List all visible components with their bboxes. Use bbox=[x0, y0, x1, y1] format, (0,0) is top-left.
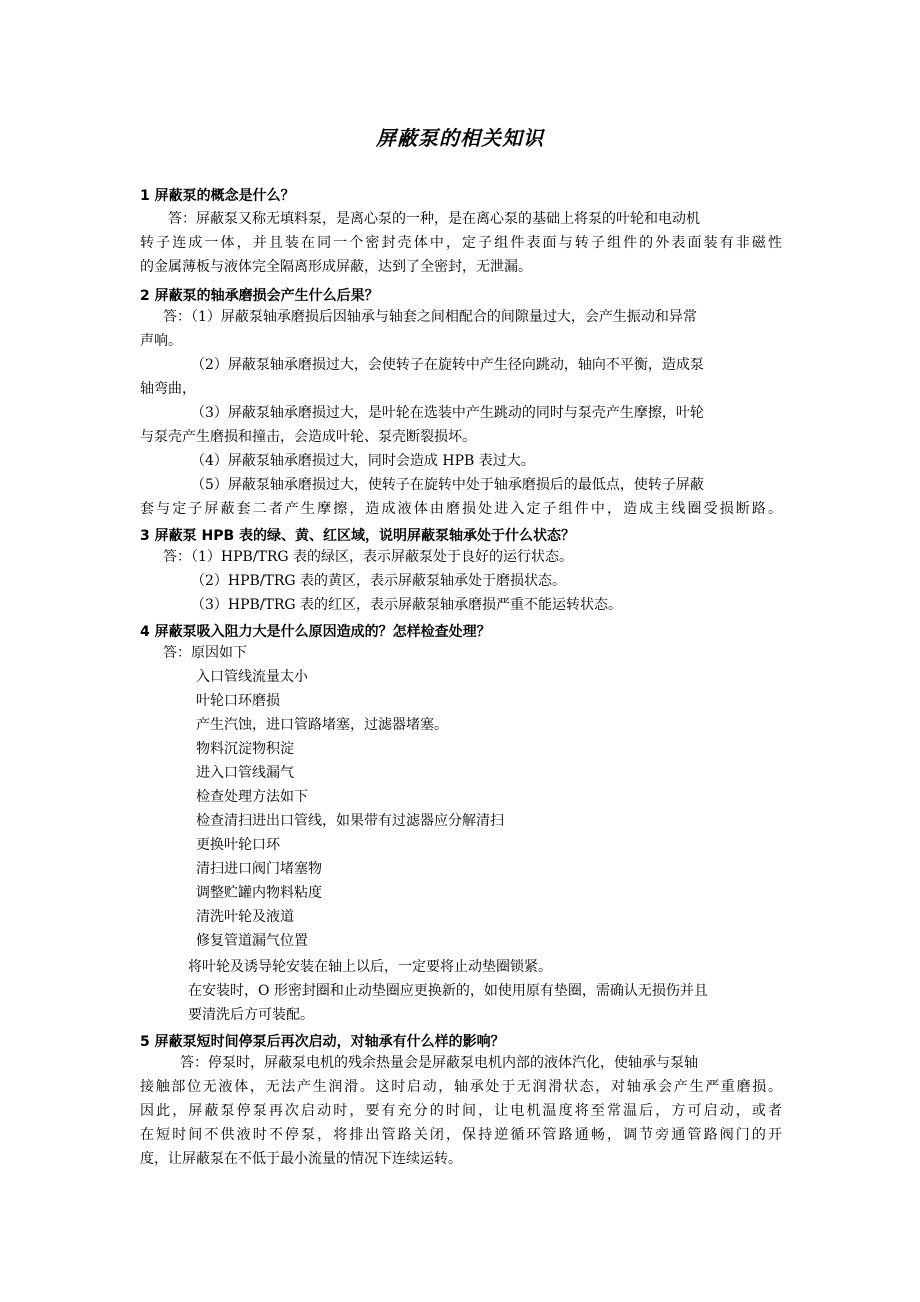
q2-heading: 2 屏蔽泵的轴承磨损会产生什么后果？ bbox=[140, 288, 379, 304]
q4-list-item: 叶轮口环磨损 bbox=[196, 693, 280, 709]
q4-list-item: 更换叶轮口环 bbox=[196, 837, 280, 853]
q1-answer-line: 转子连成一体，并且装在同一个密封壳体中，定子组件表面与转子组件的外表面装有非磁性 bbox=[140, 235, 782, 251]
q4-note-line: 将叶轮及诱导轮安装在轴上以后，一定要将止动垫圈锁紧。 bbox=[188, 959, 552, 975]
q2-answer-line: 与泵壳产生磨损和撞击，会造成叶轮、泵壳断裂损坏。 bbox=[140, 429, 476, 445]
q3-heading: 3 屏蔽泵 HPB 表的绿、黄、红区域，说明屏蔽泵轴承处于什么状态？ bbox=[140, 528, 576, 544]
q5-answer-line: 因此，屏蔽泵停泵再次启动时，要有充分的时间，让电机温度将至常温后，方可启动，或者 bbox=[140, 1103, 782, 1119]
q4-list-item: 清扫进口阀门堵塞物 bbox=[196, 861, 322, 877]
q2-answer-line: 套与定子屏蔽套二者产生摩擦，造成液体由磨损处进入定子组件中，造成主线圈受损断路。 bbox=[140, 501, 782, 517]
q4-list-item: 调整贮罐内物料粘度 bbox=[196, 885, 322, 901]
q5-heading: 5 屏蔽泵短时间停泵后再次启动，对轴承有什么样的影响？ bbox=[140, 1034, 505, 1050]
q2-answer-line: 声响。 bbox=[140, 333, 182, 349]
q5-answer-line: 在短时间不供液时不停泵，将排出管路关闭，保持逆循环管路通畅，调节旁通管路阀门的开 bbox=[140, 1127, 782, 1143]
q2-answer-line: 轴弯曲， bbox=[140, 381, 196, 397]
q4-list-item: 检查清扫进出口管线，如果带有过滤器应分解清扫 bbox=[196, 813, 504, 829]
q5-answer-line: 答：停泵时，屏蔽泵电机的残余热量会是屏蔽泵电机内部的液体汽化，使轴承与泵轴 bbox=[180, 1055, 698, 1071]
q4-list-item: 进入口管线漏气 bbox=[196, 765, 294, 781]
q4-list-item: 产生汽蚀，进口管路堵塞，过滤器堵塞。 bbox=[196, 717, 448, 733]
q1-heading: 1 屏蔽泵的概念是什么？ bbox=[140, 188, 295, 204]
q3-answer-line: （2）HPB/TRG 表的黄区，表示屏蔽泵轴承处于磨损状态。 bbox=[191, 573, 567, 589]
q3-answer-line: （3）HPB/TRG 表的红区，表示屏蔽泵轴承磨损严重不能运转状态。 bbox=[191, 597, 623, 613]
q1-answer-line: 答：屏蔽泵又称无填料泵，是离心泵的一种，是在离心泵的基础上将泵的叶轮和电动机 bbox=[168, 211, 700, 227]
q4-list-item: 入口管线流量太小 bbox=[196, 669, 308, 685]
q4-note-line: 要清洗后方可装配。 bbox=[188, 1007, 314, 1023]
q1-answer-line: 的金属薄板与液体完全隔离形成屏蔽，达到了全密封，无泄漏。 bbox=[140, 259, 532, 275]
q2-answer-line: （5）屏蔽泵轴承磨损过大，使转子在旋转中处于轴承磨损后的最低点，使转子屏蔽 bbox=[191, 477, 704, 493]
q4-list-item: 修复管道漏气位置 bbox=[196, 933, 308, 949]
page-title: 屏蔽泵的相关知识 bbox=[376, 126, 544, 150]
q4-list-item: 物料沉淀物积淀 bbox=[196, 741, 294, 757]
q2-answer-line: 答：（1）屏蔽泵轴承磨损后因轴承与轴套之间相配合的间隙量过大，会产生振动和异常 bbox=[163, 309, 697, 325]
q4-list-item: 检查处理方法如下 bbox=[196, 789, 308, 805]
q2-answer-line: （3）屏蔽泵轴承磨损过大，是叶轮在选装中产生跳动的同时与泵壳产生摩擦，叶轮 bbox=[191, 405, 704, 421]
q4-note-line: 在安装时，O 形密封圈和止动垫圈应更换新的，如使用原有垫圈，需确认无损伤并且 bbox=[188, 983, 708, 999]
q5-answer-line: 接触部位无液体，无法产生润滑。这时启动，轴承处于无润滑状态，对轴承会产生严重磨损。 bbox=[140, 1079, 782, 1095]
q4-answer-intro: 答：原因如下 bbox=[163, 645, 247, 661]
q2-answer-line: （4）屏蔽泵轴承磨损过大，同时会造成 HPB 表过大。 bbox=[191, 453, 535, 469]
q4-heading: 4 屏蔽泵吸入阻力大是什么原因造成的？怎样检查处理？ bbox=[140, 624, 491, 640]
q3-answer-line: 答：（1）HPB/TRG 表的绿区，表示屏蔽泵处于良好的运行状态。 bbox=[163, 549, 574, 565]
q5-answer-line: 度，让屏蔽泵在不低于最小流量的情况下连续运转。 bbox=[140, 1151, 462, 1167]
q2-answer-line: （2）屏蔽泵轴承磨损过大，会使转子在旋转中产生径向跳动，轴向不平衡，造成泵 bbox=[191, 357, 704, 373]
q4-list-item: 清洗叶轮及液道 bbox=[196, 909, 294, 925]
